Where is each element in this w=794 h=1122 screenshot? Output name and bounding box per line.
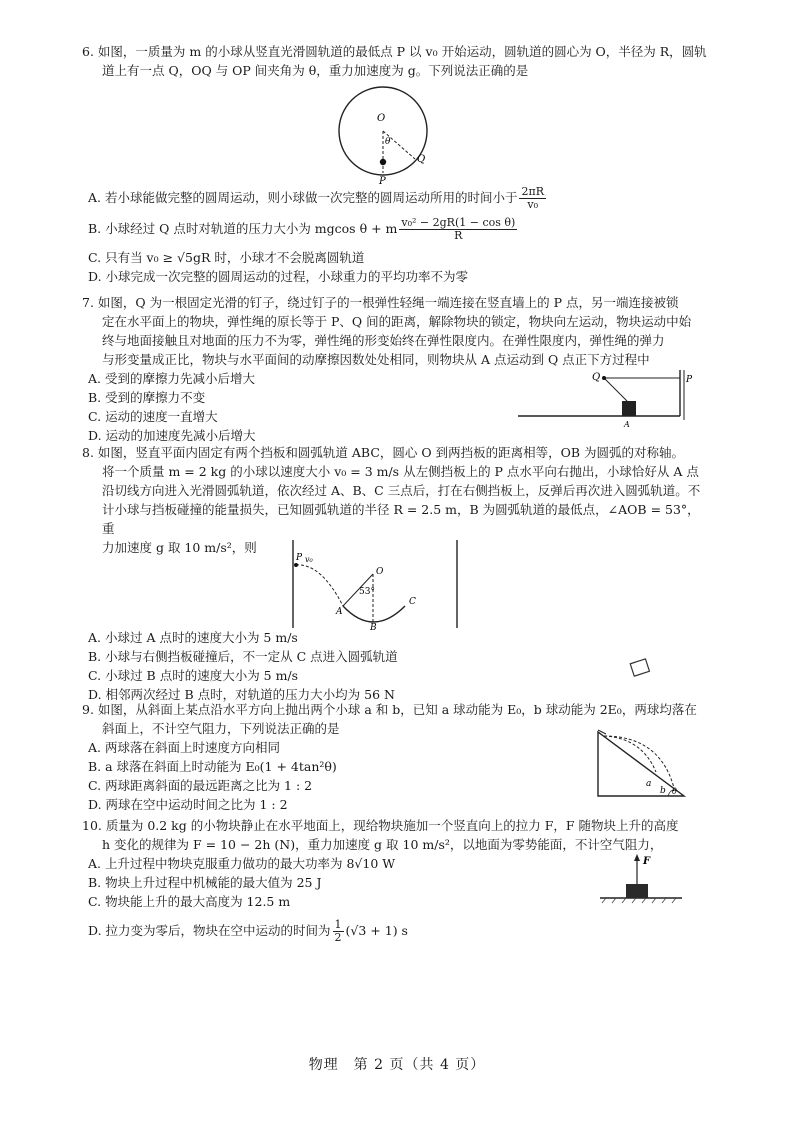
q6-option-a-text: A. 若小球能做完整的圆周运动，则小球做一次完整的圆周运动所用的时间小于	[88, 190, 518, 205]
q7-option-a: A. 受到的摩擦力先减小后增大	[88, 371, 255, 386]
q6-a-denominator: v₀	[527, 198, 539, 211]
q8-figure	[283, 538, 468, 630]
q8-option-b: B. 小球与右侧挡板碰撞后，不一定从 C 点进入圆弧轨道	[88, 649, 398, 664]
q9-option-d: D. 两球在空中运动时间之比为 1 : 2	[88, 797, 288, 812]
q8-option-c: C. 小球过 B 点时的速度大小为 5 m/s	[88, 668, 299, 683]
q8-arc-track	[343, 606, 405, 622]
q8-label-b: B	[370, 623, 377, 630]
q7-rope-slant	[604, 378, 630, 404]
q10-arrow-head	[634, 854, 640, 861]
q9-line2: 斜面上，不计空气阻力，下列说法正确的是	[102, 721, 340, 736]
question-8-options	[82, 628, 707, 704]
q7-block	[622, 401, 636, 416]
q8-line3: 沿切线方向进入光滑圆弧轨道，依次经过 A、B、C 三点后，打在右侧挡板上，反弹后再次进入圆弧轨道。不	[102, 483, 701, 498]
q6-option-b-text: B. 小球经过 Q 点时对轨道的压力大小为 mgcos θ + m	[88, 221, 398, 236]
q8-label-c: C	[409, 597, 416, 607]
q9-option-a: A. 两球落在斜面上时速度方向相同	[88, 740, 280, 755]
scan-mark-icon	[628, 656, 654, 680]
q8-line5: 力加速度 g 取 10 m/s²，则	[102, 540, 257, 555]
q7-nail	[602, 376, 606, 380]
q6-label-theta: θ	[385, 137, 391, 147]
q8-option-d: D. 相邻两次经过 B 点时，对轨道的压力大小均为 56 N	[88, 687, 395, 702]
q8-label-p: P	[296, 553, 303, 563]
q8-label-a: A	[336, 607, 343, 617]
q6-b-denominator: R	[454, 229, 463, 242]
q6-a-numerator: 2πR	[521, 185, 544, 198]
q8-label-v0: v₀	[305, 555, 313, 564]
q10-option-b: B. 物块上升过程中机械能的最大值为 25 J	[88, 875, 322, 890]
q6-ball	[380, 159, 386, 165]
q10-option-a: A. 上升过程中物块克服重力做功的最大功率为 8√10 W	[88, 856, 396, 871]
q10-line1: 10. 质量为 0.2 kg 的小物块静止在水平地面上，现给物块施加一个竖直向上的拉力 F，F 随物块上升的高度	[82, 818, 679, 833]
q6-option-d: D. 小球完成一次完整的圆周运动的过程，小球重力的平均功率不为零	[88, 269, 469, 284]
q8-line2: 将一个质量 m = 2 kg 的小球以速度大小 v₀ = 3 m/s 从左侧挡板上的 P 点水平向右抛出，小球恰好从 A 点	[102, 464, 699, 479]
q10-block	[626, 884, 648, 898]
q10-ground-hatch	[602, 898, 676, 903]
q9-option-c: C. 两球距离斜面的最远距离之比为 1 : 2	[88, 778, 313, 793]
q10-d-numerator: 1	[334, 918, 342, 931]
q6-label-p: P	[379, 176, 386, 184]
q7-line1: 7. 如图，Q 为一根固定光滑的钉子，绕过钉子的一根弹性轻绳一端连接在竖直墙上的 P 点，另一端连接被锁	[82, 295, 679, 310]
q7-label-p: P	[686, 375, 692, 385]
q6-b-numerator: v₀² − 2gR(1 − cos θ)	[401, 216, 516, 229]
q8-line4: 计小球与挡板碰撞的能量损失，已知圆弧轨道的半径 R = 2.5 m，B 为圆弧轨道的最低点，∠AOB = 53°，重	[102, 502, 700, 536]
q9-line1: 9. 如图，从斜面上某点沿水平方向上抛出两个小球 a 和 b，已知 a 球动能为 E₀，b 球动能为 2E₀，两球均落在	[82, 702, 697, 717]
q6-circle-figure	[335, 84, 445, 184]
q6-option-a-fraction	[519, 186, 546, 211]
page-footer: 物理 第 2 页（共 4 页）	[308, 1057, 486, 1073]
q9-label-b: b	[660, 786, 666, 796]
q10-option-d	[82, 919, 707, 944]
q8-label-o: O	[376, 567, 384, 577]
q10-label-f: F	[643, 856, 651, 867]
q6-option-c: C. 只有当 v₀ ≥ √5gR 时，小球才不会脱离圆轨道	[88, 250, 365, 265]
question-6	[82, 42, 707, 80]
q6-stem-line2: 道上有一点 Q，OQ 与 OP 间夹角为 θ，重力加速度为 g。下列说法正确的是	[102, 63, 529, 78]
q7-label-q: Q	[592, 372, 601, 383]
q10-line2: h 变化的规律为 F = 10 − 2h (N)，重力加速度 g 取 10 m/s²，以地面为零势能面，不计空气阻力，	[102, 837, 663, 852]
q10-figure	[596, 852, 686, 904]
q7-label-a: A	[624, 420, 630, 428]
q6-stem-line1: 6. 如图，一质量为 m 的小球从竖直光滑圆轨道的最低点 P 以 v₀ 开始运动，圆轨道的圆心为 O，半径为 R，圆轨	[82, 44, 707, 59]
q7-figure	[512, 366, 692, 428]
q7-line4: 与形变量成正比，物块与水平面间的动摩擦因数处处相同，则物块从 A 点运动到 Q 点正下方过程中	[102, 352, 650, 367]
q6-option-a	[82, 186, 707, 211]
q6-label-o: O	[377, 113, 386, 124]
q8-option-a: A. 小球过 A 点时的速度大小为 5 m/s	[88, 630, 298, 645]
q6-label-q: Q	[417, 154, 426, 165]
q7-option-d: D. 运动的加速度先减小后增大	[88, 428, 256, 443]
q10-option-d-fraction	[333, 919, 344, 944]
q10-option-c: C. 物块能上升的最大高度为 12.5 m	[88, 894, 291, 909]
q7-line3: 终与地面接触且对地面的压力不为零，弹性绳的形变始终在弹性限度内。在弹性限度内，弹性绳的弹力	[102, 333, 665, 348]
q10-d-denominator: 2	[334, 931, 342, 944]
q8-trajectory	[296, 565, 343, 606]
q6-option-b	[82, 217, 707, 242]
q7-line2: 定在水平面上的物块，弹性绳的原长等于 P、Q 间的距离，解除物块的锁定，物块向左运动，物块运动中始	[102, 314, 692, 329]
q10-option-d-tail: (√3 + 1) s	[345, 923, 408, 938]
q8-label-angle: 53°	[359, 587, 375, 597]
q8-ball	[294, 563, 298, 567]
q7-option-b: B. 受到的摩擦力不变	[88, 390, 206, 405]
q10-option-d-text: D. 拉力变为零后，物块在空中运动的时间为	[88, 923, 331, 938]
q8-line1: 8. 如图，竖直平面内固定有两个挡板和圆弧轨道 ABC，圆心 O 到两挡板的距离相等，OB 为圆弧的对称轴。	[82, 445, 684, 460]
q6-option-b-fraction	[399, 217, 517, 242]
question-6-options	[82, 186, 707, 286]
q9-label-theta: θ	[672, 787, 677, 796]
q9-label-a: a	[646, 779, 652, 789]
q7-option-c: C. 运动的速度一直增大	[88, 409, 218, 424]
q9-figure	[580, 726, 692, 802]
q9-option-b: B. a 球落在斜面上时动能为 E₀(1 + 4tan²θ)	[88, 759, 337, 774]
